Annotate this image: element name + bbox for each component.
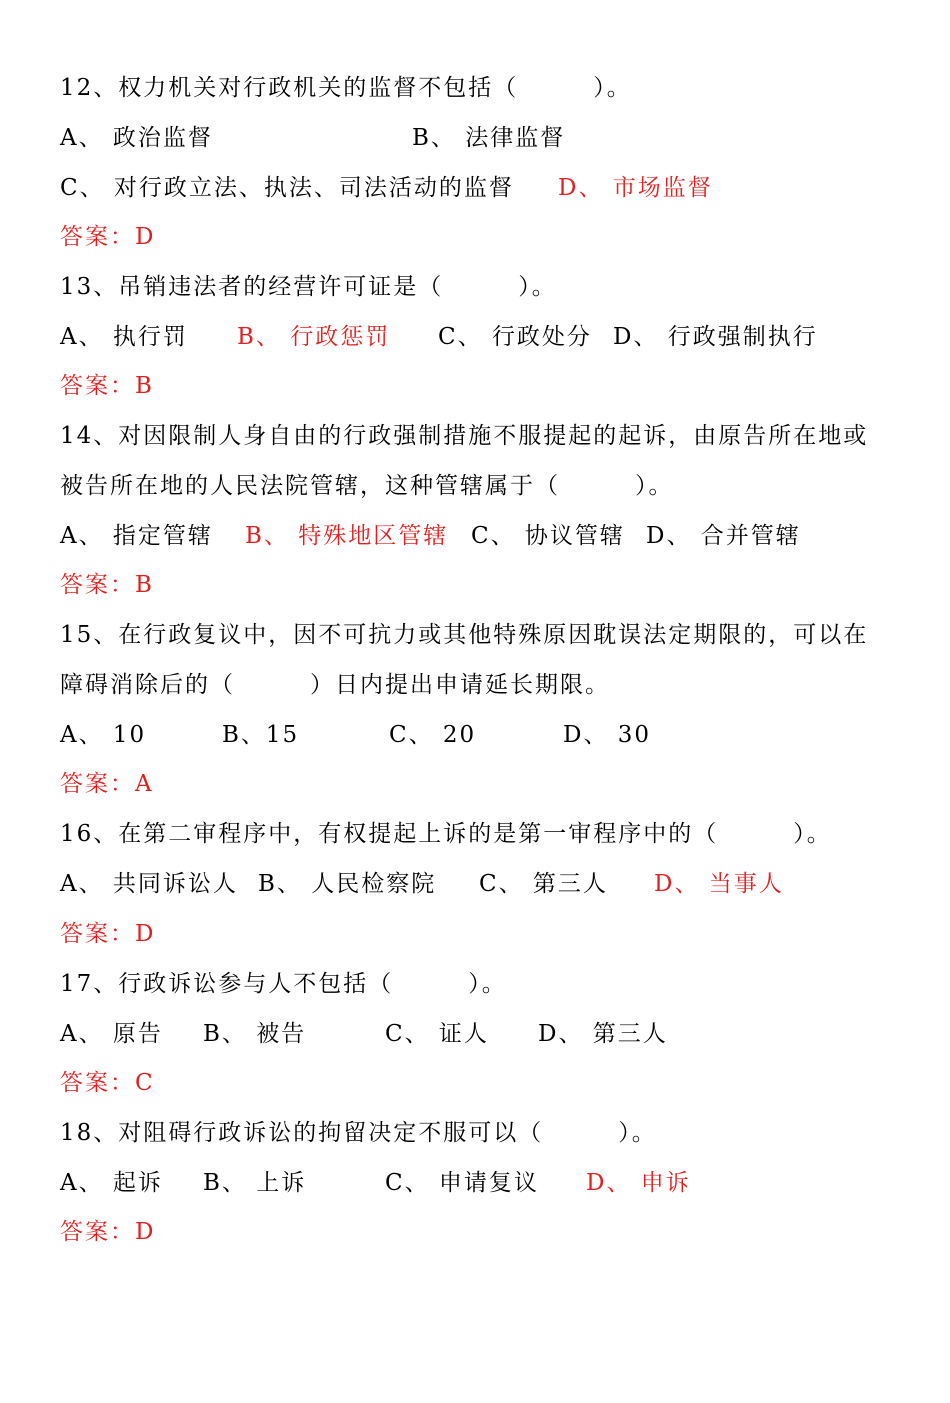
option-d-correct: D、 市场监督: [558, 175, 713, 201]
question-stem: 16、在第二审程序中，有权提起上诉的是第一审程序中的（ ）。: [60, 821, 832, 847]
option-d-correct: D、 当事人: [654, 871, 784, 897]
option-d: D、 30: [563, 722, 652, 748]
option-b: B、 人民检察院: [258, 871, 437, 897]
option-b: B、 上诉: [203, 1170, 307, 1196]
question-stem: 14、对因限制人身自由的行政强制措施不服提起的起诉，由原告所在地或: [60, 423, 869, 449]
answer-label: 答案：D: [60, 224, 156, 250]
option-a: A、 指定管辖: [60, 523, 213, 549]
option-d-correct: D、 申诉: [586, 1170, 691, 1196]
answer-label: 答案：C: [60, 1070, 155, 1096]
option-row: [60, 118, 566, 158]
answer-label: 答案：D: [60, 1219, 156, 1245]
option-c: C、 协议管辖: [471, 523, 625, 549]
option-b: B、 法律监督: [412, 125, 566, 151]
option-d: D、 第三人: [538, 1021, 668, 1047]
option-a: A、 共同诉讼人: [60, 871, 238, 897]
question-stem-continued: 障碍消除后的（ ）日内提出申请延长期限。: [60, 672, 610, 698]
option-a: A、 执行罚: [60, 324, 188, 350]
option-c: C、 对行政立法、执法、司法活动的监督: [60, 175, 514, 201]
option-b-correct: B、 行政惩罚: [237, 324, 391, 350]
question-stem: 17、行政诉讼参与人不包括（ ）。: [60, 971, 507, 997]
option-b: B、15: [222, 722, 300, 748]
option-row: [60, 516, 801, 556]
option-c: C、 证人: [385, 1021, 489, 1047]
option-row: [60, 1163, 691, 1203]
option-row: [60, 1014, 668, 1054]
option-c: C、 第三人: [479, 871, 608, 897]
question-stem: 13、吊销违法者的经营许可证是（ ）。: [60, 274, 557, 300]
option-b: B、 被告: [203, 1021, 307, 1047]
answer-label: 答案：B: [60, 373, 154, 399]
option-a: A、 10: [60, 722, 147, 748]
option-c: C、 行政处分: [438, 324, 592, 350]
question-stem: 15、在行政复议中，因不可抗力或其他特殊原因耽误法定期限的，可以在: [60, 622, 869, 648]
option-a: A、 政治监督: [60, 125, 213, 151]
option-c: C、 申请复议: [385, 1170, 539, 1196]
question-stem: 12、权力机关对行政机关的监督不包括（ ）。: [60, 75, 632, 101]
option-b-correct: B、 特殊地区管辖: [245, 523, 449, 549]
option-row: [60, 864, 784, 904]
answer-label: 答案：B: [60, 572, 154, 598]
question-stem: 18、对阻碍行政诉讼的拘留决定不服可以（ ）。: [60, 1120, 657, 1146]
option-a: A、 原告: [60, 1021, 163, 1047]
option-c: C、 20: [389, 722, 477, 748]
option-row: [60, 168, 713, 208]
option-d: D、 合并管辖: [646, 523, 801, 549]
option-d: D、 行政强制执行: [613, 324, 818, 350]
answer-label: 答案：A: [60, 771, 154, 797]
option-row: [60, 715, 652, 755]
answer-label: 答案：D: [60, 921, 156, 947]
option-a: A、 起诉: [60, 1170, 163, 1196]
question-stem-continued: 被告所在地的人民法院管辖，这种管辖属于（ ）。: [60, 473, 674, 499]
option-row: [60, 317, 818, 357]
